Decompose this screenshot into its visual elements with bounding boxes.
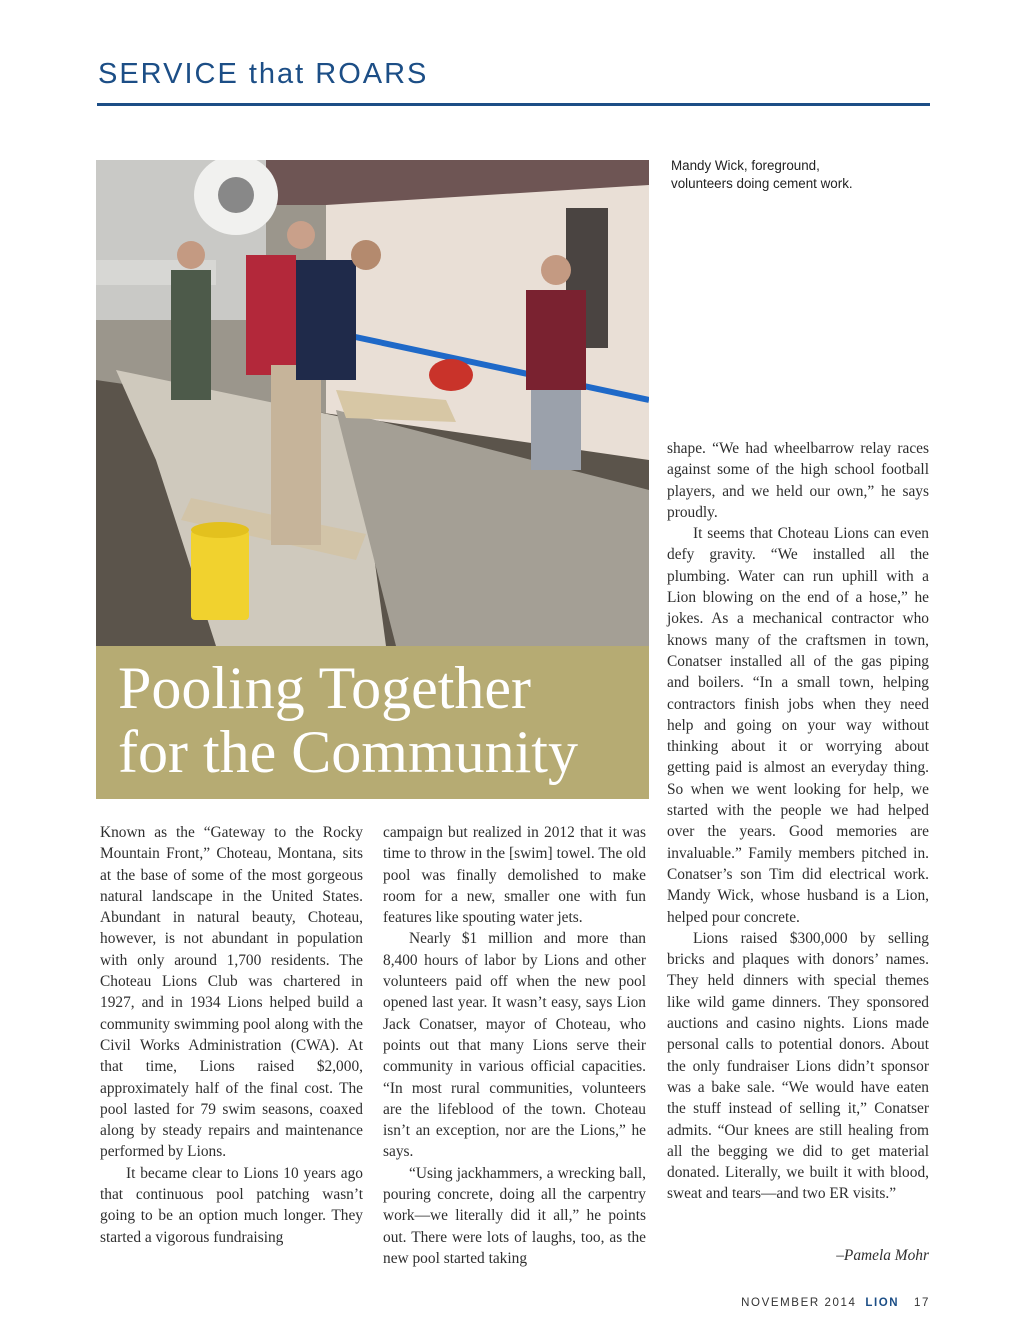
paragraph: Known as the “Gateway to the Rocky Mountain Front,” Choteau, Montana, sits at the base of some of the most gorgeous natural landscape in the United States. Abundant in natural beauty, Choteau, however, is not abundant in population with only around 1,700 residents. The Choteau Lions Club was chartered in 1927, and in 1934 Lions helped build a community swimming pool along with the Civil Works Administration (CWA). At that time, Lions raised $2,000, approximately half of the final cost. The pool lasted for 79 swim seasons, coaxed along by steady repairs and maintenance performed by Lions.	[100, 824, 363, 1161]
article-column-2	[383, 822, 646, 1269]
title-divider	[97, 103, 930, 106]
paragraph: shape. “We had wheelbarrow relay races against some of the high school football players, and we held our own,” he says proudly.	[667, 440, 929, 521]
page-number: 17	[914, 1297, 930, 1309]
article-headline	[118, 656, 648, 784]
paragraph: “Using jackhammers, a wrecking ball, pouring concrete, doing all the carpentry work—we literally did it all,” he points out. There were lots of laughs, too, as the new pool started taking	[383, 1164, 646, 1267]
footer-issue: NOVEMBER 2014	[741, 1297, 857, 1309]
byline: –Pamela Mohr	[836, 1247, 929, 1264]
headline-line-2: for the Community	[118, 719, 578, 785]
headline-line-1: Pooling Together	[118, 655, 531, 721]
footer-brand: LION	[865, 1297, 900, 1309]
headline-box	[96, 646, 649, 799]
paragraph: It seems that Choteau Lions can even defy gravity. “We installed all the plumbing. Water can run uphill with a Lion blowing on the end of a hose,” he jokes. As a mechanical contractor who knows many of the craftsmen in town, Conatser installed all of the gas piping and boilers. “In a small town, helping contractors finish jobs when they need help and going on your way without thinking about it or worrying about getting paid is almost an everyday thing. So when we went looking for help, we started with the people we had helped over the years. Good memories are invaluable.” Family members pitched in. Conatser’s son Tim did electrical work. Mandy Wick, whose husband is a Lion, helped pour concrete.	[667, 525, 929, 926]
paragraph: campaign but realized in 2012 that it was time to throw in the [swim] towel. The old pool was finally demolished to make room for a new, smaller one with fun features like spouting water jets.	[383, 824, 646, 927]
article-column-1	[100, 822, 363, 1248]
page-footer	[741, 1297, 930, 1309]
article-column-3	[667, 438, 929, 1205]
paragraph: Lions raised $300,000 by selling bricks and plaques with donors’ names. They held dinners with special themes like wild game dinners. They sponsored auctions and casino nights. Lions made personal calls to potential donors. About the only fundraiser Lions didn’t sponsor was a bake sale. “We would have eaten the stuff instead of selling it,” Conatser admits. “Our knees are still healing from all the begging we did to get material donated. Literally, we built it with blood, sweat and tears—and two ER visits.”	[667, 929, 929, 1203]
section-title: SERVICE that ROARS	[98, 58, 429, 90]
photo-caption: Mandy Wick, foreground, volunteers doing cement work.	[671, 158, 853, 191]
paragraph: Nearly $1 million and more than 8,400 hours of labor by Lions and other volunteers paid off when the new pool opened last year. It wasn’t easy, says Lion Jack Conatser, mayor of Choteau, who points out that many Lions serve their community in various official capacities. “In most rural communities, volunteers are the lifeblood of the town. Choteau isn’t an exception, nor are the Lions,” he says.	[383, 930, 646, 1161]
paragraph: It became clear to Lions 10 years ago that continuous pool patching wasn’t going to be an option much longer. They started a vigorous fundraising	[100, 1164, 363, 1246]
article-photo	[96, 160, 649, 646]
